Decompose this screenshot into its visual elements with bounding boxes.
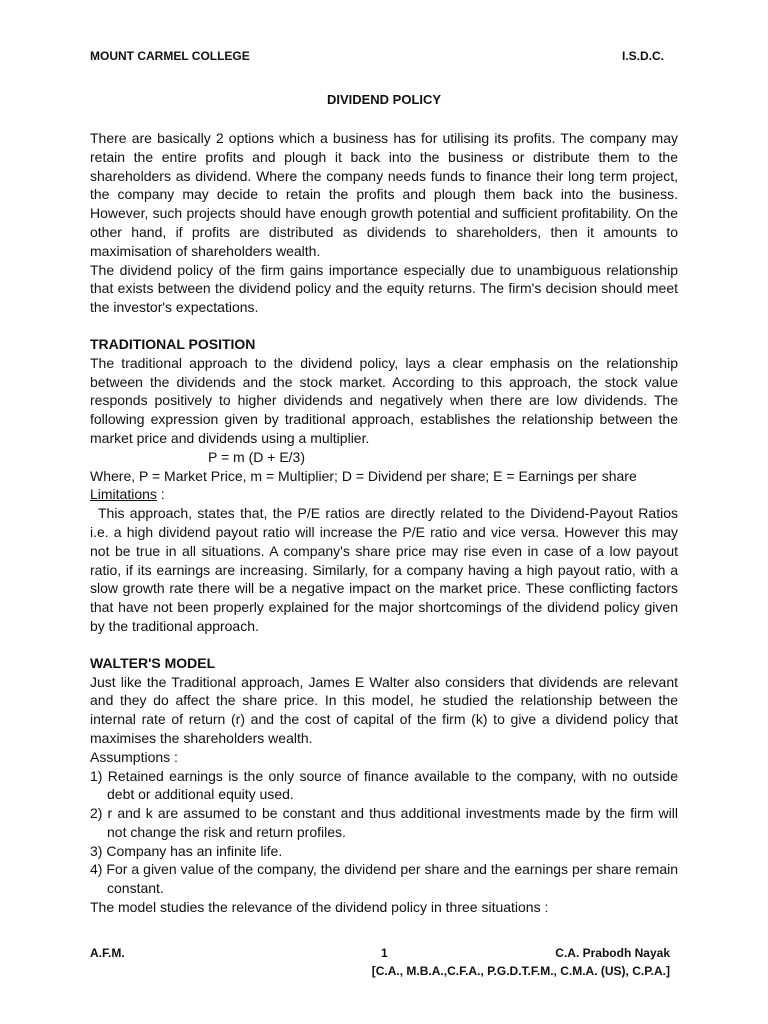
walter-closing-line: The model studies the relevance of the dividend policy in three situations : [90,899,549,916]
document-body [90,129,678,917]
footer-subject: A.F.M. [90,946,125,960]
header-department: I.S.D.C. [621,49,664,63]
footer-credentials: [C.A., M.B.A.,C.F.A., P.G.D.T.F.M., C.M.A. (US), C.P.A.] [371,964,670,978]
limitations-colon: : [156,486,165,503]
limitations-heading [90,485,678,504]
assumption-item: 3) Company has an infinite life. [90,842,283,859]
limitations-label: Limitations [90,486,157,503]
section-heading-traditional: TRADITIONAL POSITION [90,335,256,352]
assumption-item: 2) r and k are assumed to be constant and thus additional investments made by the firm will not change the risk and return profiles. [90,805,678,840]
intro-paragraph-2: The dividend policy of the firm gains importance especially due to unambiguous relationship that exists between the dividend policy and the equity returns. The firm's decision should meet the investor's expectations. [90,261,678,316]
assumption-item: 4) For a given value of the company, the dividend per share and the earnings per share remain constant. [90,861,678,897]
traditional-formula: P = m (D + E/3) [208,448,305,465]
assumptions-heading: Assumptions : [90,748,178,765]
formula-legend: Where, P = Market Price, m = Multiplier; D = Dividend per share; E = Earnings per share [90,467,637,484]
page-number: 1 [381,946,388,960]
intro-paragraph-1: There are basically 2 options which a business has for utilising its profits. The company may retain the entire profits and plough it back into the business or distribute them to the shareholders as dividend. Where the company needs funds to finance their long term project, the company may decide to retain the profits and plough them back into the business. However, such projects should have enough growth potential and sufficient profitability. On the other hand, if profits are distributed as dividends to shareholders, then it amounts to maximisation of shareholders wealth. [90,130,678,259]
footer-author: C.A. Prabodh Nayak [555,946,670,960]
limitations-paragraph: This approach, states that, the P/E ratios are directly related to the Dividend-Payout Ratios i.e. a high dividend payout ratio will increase the P/E ratio and vice versa. However this may not be true in all situations. A company's share price may rise even in case of a low payout ratio, if its earnings are increasing. Similarly, for a company having a high payout ratio, with a slow growth rate there will be a negative impact on the market price. These conflicting factors that have not been properly explained for the major shortcomings of the dividend policy given by the traditional approach. [90,505,678,634]
traditional-paragraph: The traditional approach to the dividend policy, lays a clear emphasis on the relationship between the dividends and the stock market. According to this approach, the stock value responds positively to higher dividends and negatively when there are low dividends. The following expression given by traditional approach, establishes the relationship between the market price and dividends using a multiplier. [90,354,678,446]
document-title: DIVIDEND POLICY [326,92,442,107]
assumptions-list [90,767,678,899]
assumption-item: 1) Retained earnings is the only source of finance available to the company, with no outside debt or additional equity used. [90,767,678,803]
section-heading-walter: WALTER'S MODEL [90,654,216,671]
header-college-name: MOUNT CARMEL COLLEGE [90,49,250,63]
walter-paragraph: Just like the Traditional approach, James E Walter also considers that dividends are relevant and they do affect the share price. In this model, he studied the relationship between the internal rate of return (r) and the cost of capital of the firm (k) to give a dividend policy that maximises the shareholders wealth. [90,673,678,746]
